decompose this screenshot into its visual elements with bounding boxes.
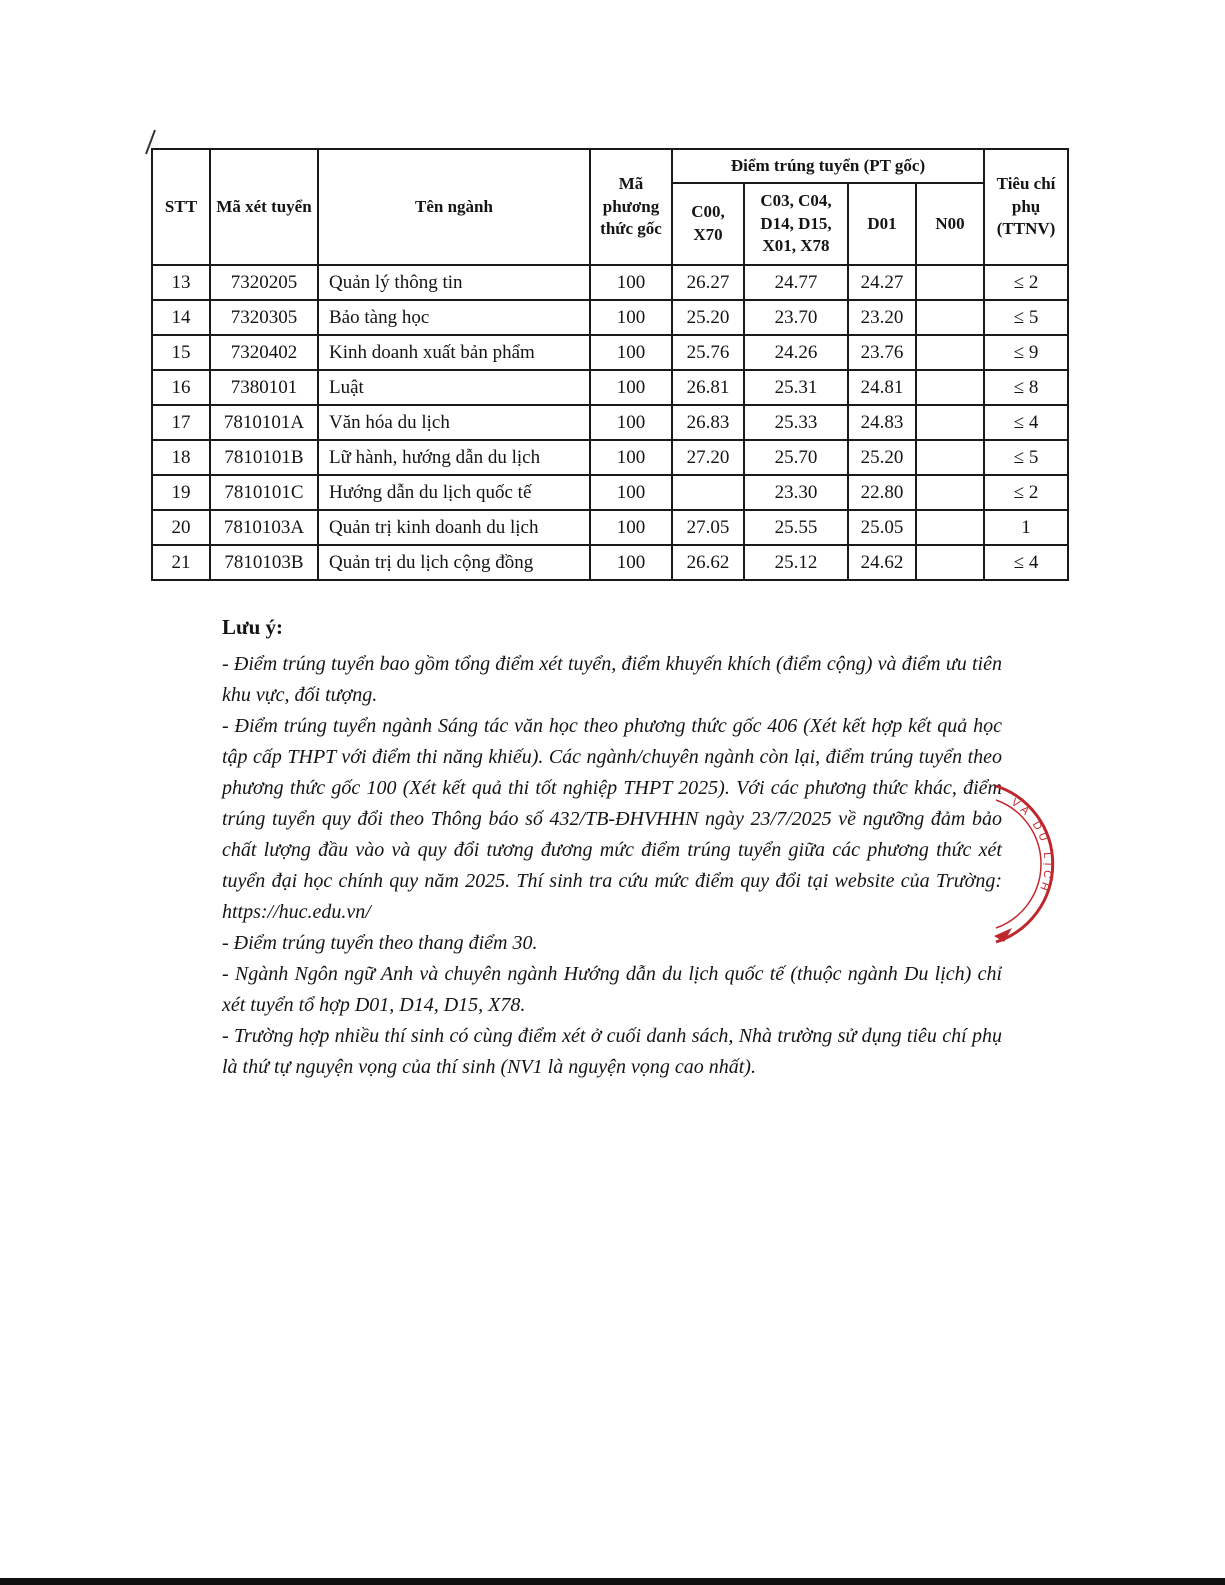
cell-criteria: ≤ 5: [984, 440, 1068, 475]
cell-stt: 14: [152, 300, 210, 335]
cell-stt: 13: [152, 265, 210, 300]
cell-d01: 24.62: [848, 545, 916, 580]
header-method-code: Mã phương thức gốc: [590, 149, 672, 265]
cell-name: Văn hóa du lịch: [318, 405, 590, 440]
header-col-d01: D01: [848, 183, 916, 265]
cell-name: Quản lý thông tin: [318, 265, 590, 300]
table-row: [152, 335, 1068, 370]
cell-method: 100: [590, 510, 672, 545]
table-row: [152, 300, 1068, 335]
admission-score-table: [151, 148, 1069, 581]
cell-n00: [916, 405, 984, 440]
cell-d01: 24.81: [848, 370, 916, 405]
table-row: [152, 475, 1068, 510]
header-secondary-criteria: Tiêu chí phụ (TTNV): [984, 149, 1068, 265]
cell-criteria: ≤ 2: [984, 265, 1068, 300]
cell-code: 7320205: [210, 265, 318, 300]
cell-c03: 25.12: [744, 545, 848, 580]
header-score-group: Điểm trúng tuyển (PT gốc): [672, 149, 984, 183]
cell-n00: [916, 545, 984, 580]
cell-criteria: 1: [984, 510, 1068, 545]
cell-d01: 24.83: [848, 405, 916, 440]
page-bottom-border: [0, 1578, 1225, 1585]
table-row: [152, 545, 1068, 580]
cell-c00: 27.20: [672, 440, 744, 475]
svg-text:VĂ DU LỊCH: VĂ DU LỊCH: [1008, 796, 1054, 896]
cell-c03: 24.26: [744, 335, 848, 370]
cell-code: 7810101B: [210, 440, 318, 475]
cell-name: Quản trị kinh doanh du lịch: [318, 510, 590, 545]
cell-criteria: ≤ 8: [984, 370, 1068, 405]
cell-c00: 25.20: [672, 300, 744, 335]
cell-code: 7810101A: [210, 405, 318, 440]
cell-c03: 24.77: [744, 265, 848, 300]
cell-method: 100: [590, 265, 672, 300]
cell-method: 100: [590, 440, 672, 475]
header-major-name: Tên ngành: [318, 149, 590, 265]
cell-d01: 24.27: [848, 265, 916, 300]
cell-code: 7810103B: [210, 545, 318, 580]
table-row: [152, 265, 1068, 300]
cell-n00: [916, 475, 984, 510]
red-seal-stamp: [992, 778, 1070, 948]
cell-stt: 21: [152, 545, 210, 580]
cell-c00: 27.05: [672, 510, 744, 545]
cell-c03: 25.31: [744, 370, 848, 405]
cell-c03: 25.33: [744, 405, 848, 440]
cell-method: 100: [590, 545, 672, 580]
cell-stt: 20: [152, 510, 210, 545]
notes-title: Lưu ý:: [222, 615, 284, 639]
cell-stt: 16: [152, 370, 210, 405]
cell-d01: 23.20: [848, 300, 916, 335]
header-admission-code: Mã xét tuyển: [210, 149, 318, 265]
cell-criteria: ≤ 4: [984, 545, 1068, 580]
cell-n00: [916, 265, 984, 300]
cell-c00: 26.62: [672, 545, 744, 580]
notes-section: [222, 612, 1002, 1083]
cell-stt: 18: [152, 440, 210, 475]
note-item: - Ngành Ngôn ngữ Anh và chuyên ngành Hướng dẫn du lịch quốc tế (thuộc ngành Du lịch) chỉ xét tuyển tổ hợp D01, D14, D15, X78.: [222, 963, 1002, 1016]
cell-n00: [916, 440, 984, 475]
cell-name: Luật: [318, 370, 590, 405]
header-col-c03: C03, C04, D14, D15, X01, X78: [744, 183, 848, 265]
cell-n00: [916, 300, 984, 335]
table-row: [152, 370, 1068, 405]
cell-d01: 25.05: [848, 510, 916, 545]
cell-method: 100: [590, 370, 672, 405]
header-col-n00: N00: [916, 183, 984, 265]
cell-c03: 25.55: [744, 510, 848, 545]
cell-code: 7320305: [210, 300, 318, 335]
cell-c00: [672, 475, 744, 510]
cell-n00: [916, 510, 984, 545]
note-item: - Điểm trúng tuyển bao gồm tổng điểm xét tuyển, điểm khuyến khích (điểm cộng) và điểm ưu tiên khu vực, đối tượng.: [222, 653, 1002, 706]
note-item: - Trường hợp nhiều thí sinh có cùng điểm xét ở cuối danh sách, Nhà trường sử dụng tiêu chí phụ là thứ tự nguyện vọng của thí sinh (NV1 là nguyện vọng cao nhất).: [222, 1025, 1002, 1078]
cell-d01: 22.80: [848, 475, 916, 510]
cell-method: 100: [590, 335, 672, 370]
table-row: [152, 405, 1068, 440]
cell-c00: 26.83: [672, 405, 744, 440]
header-col-c00: C00, X70: [672, 183, 744, 265]
cell-code: 7810103A: [210, 510, 318, 545]
cell-d01: 23.76: [848, 335, 916, 370]
cell-c00: 26.81: [672, 370, 744, 405]
cell-name: Hướng dẫn du lịch quốc tế: [318, 475, 590, 510]
cell-code: 7320402: [210, 335, 318, 370]
cell-name: Lữ hành, hướng dẫn du lịch: [318, 440, 590, 475]
cell-code: 7380101: [210, 370, 318, 405]
cell-method: 100: [590, 300, 672, 335]
cell-n00: [916, 370, 984, 405]
cell-criteria: ≤ 9: [984, 335, 1068, 370]
cell-name: Bảo tàng học: [318, 300, 590, 335]
cell-n00: [916, 335, 984, 370]
cell-code: 7810101C: [210, 475, 318, 510]
note-item: - Điểm trúng tuyển ngành Sáng tác văn học theo phương thức gốc 406 (Xét kết hợp kết quả học tập cấp THPT với điểm thi năng khiếu). Các ngành/chuyên ngành còn lại, điểm trúng tuyển theo phương thức gốc 100 (Xét kết quả thi tốt nghiệp THPT 2025). Với các phương thức khác, điểm trúng tuyển quy đổi theo Thông báo số 432/TB-ĐHVHHN ngày 23/7/2025 về ngưỡng đảm bảo chất lượng đầu vào và quy đổi tương đương mức điểm trúng tuyển giữa các phương thức xét tuyển đại học chính quy năm 2025. Thí sinh tra cứu mức điểm quy đổi tại website của Trường: https://huc.edu.vn/: [222, 715, 1002, 923]
cell-c03: 23.30: [744, 475, 848, 510]
header-stt: STT: [152, 149, 210, 265]
cell-d01: 25.20: [848, 440, 916, 475]
table-row: [152, 440, 1068, 475]
cell-method: 100: [590, 475, 672, 510]
cell-name: Kinh doanh xuất bản phẩm: [318, 335, 590, 370]
cell-name: Quản trị du lịch cộng đồng: [318, 545, 590, 580]
cell-c00: 25.76: [672, 335, 744, 370]
cell-stt: 19: [152, 475, 210, 510]
cell-method: 100: [590, 405, 672, 440]
cell-c03: 25.70: [744, 440, 848, 475]
cell-criteria: ≤ 5: [984, 300, 1068, 335]
cell-c00: 26.27: [672, 265, 744, 300]
note-item: - Điểm trúng tuyển theo thang điểm 30.: [222, 932, 538, 954]
table-row: [152, 510, 1068, 545]
cell-stt: 15: [152, 335, 210, 370]
cell-stt: 17: [152, 405, 210, 440]
cell-criteria: ≤ 4: [984, 405, 1068, 440]
cell-criteria: ≤ 2: [984, 475, 1068, 510]
cell-c03: 23.70: [744, 300, 848, 335]
